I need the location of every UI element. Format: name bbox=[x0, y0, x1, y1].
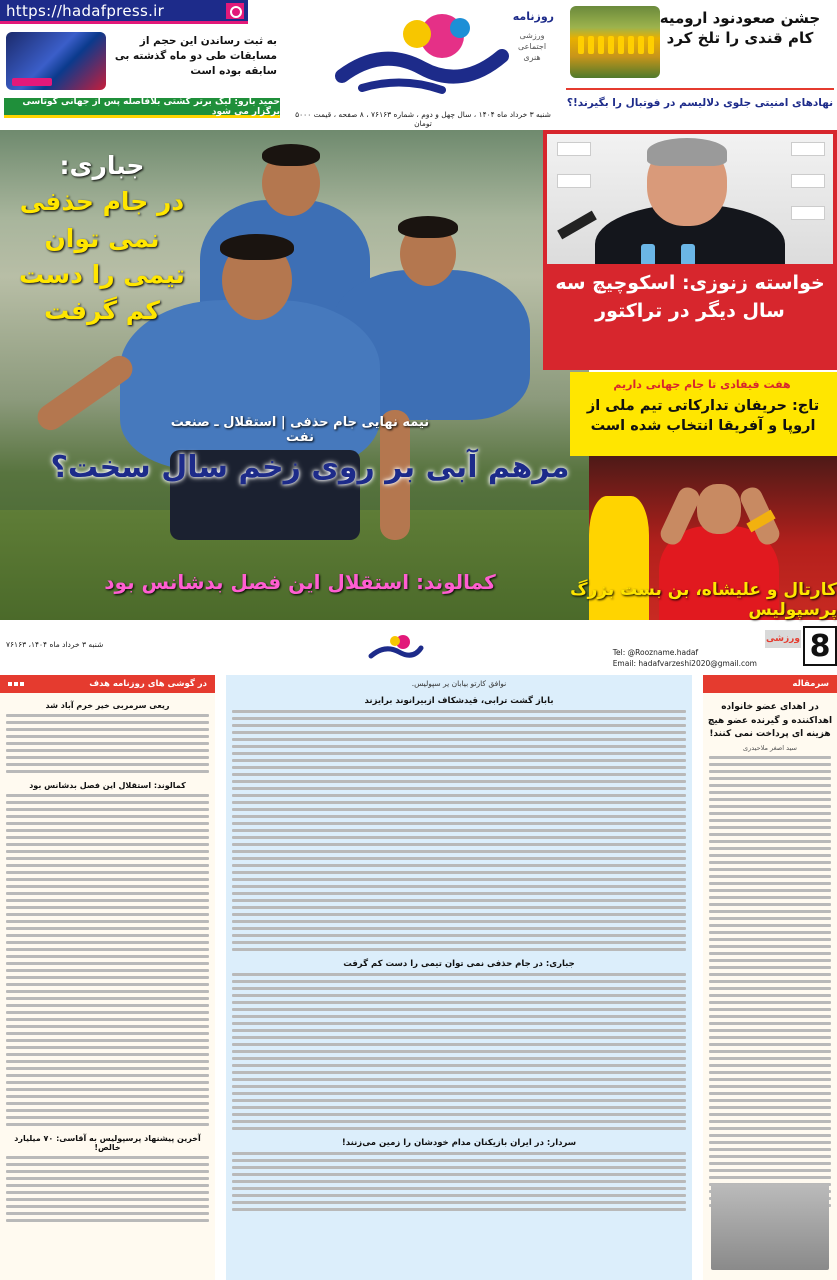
brief-headline-3: آخرین پیشنهاد پرسپولیس به آقاسی: ۷۰ میلیارد خالص! bbox=[14, 1134, 201, 1152]
website-url[interactable]: https://hadafpress.ir bbox=[6, 1, 165, 20]
hero-main-headline: مرهم آبی بر روی زخم سال سخت؟ bbox=[50, 450, 570, 485]
left-teaser-strip: حمید بارو: لیگ برتر کشتی بلافاصله پس از جهانی کوتاسی برگزار می شود bbox=[4, 98, 280, 118]
fifa-headline: تاج: حریفان تدارکاتی تیم ملی از اروپا و آفریقا انتخاب شده است bbox=[586, 398, 820, 435]
editorial-body bbox=[709, 756, 831, 1207]
news-brief-header bbox=[0, 675, 215, 693]
hero-quote bbox=[12, 148, 192, 329]
editorial-photo bbox=[711, 1184, 829, 1270]
masthead-dateline: شنبه ۳ خرداد ماه ۱۴۰۴ ، سال چهل و دوم ، شماره ۷۶۱۶۳ ، ۸ صفحه ، قیمت ۵۰۰۰ تومان bbox=[295, 110, 551, 128]
center-headline-1: باباز گشت ترابی، قیدشکاف ازبیرانوند برایزند bbox=[364, 696, 554, 706]
fifa-story-box bbox=[570, 372, 837, 456]
left-teaser-box bbox=[0, 26, 285, 122]
editorial-column bbox=[703, 675, 837, 1280]
news-brief-header-label: در گوشی های روزنامه هدف bbox=[89, 679, 207, 689]
masthead-tagline-2: اجتماعی هنری bbox=[517, 42, 547, 63]
center-news-column bbox=[226, 675, 692, 1280]
right-teaser-headline: جشن صعودنود ارومیه کام قندی را تلخ کرد bbox=[659, 9, 821, 48]
contact-tel: Tel: @Roozname.hadaf bbox=[612, 648, 699, 657]
persepolis-headline: کارتال و علیشاه، بن بست بزرگ پرسپولیس bbox=[570, 580, 837, 620]
editorial-headline: در اهدای عضو خانواده اهداکننده و گیرنده عضو هیچ هزینه ای پرداخت نمی کنند! bbox=[707, 702, 833, 739]
hero-sub-headline: نیمه نهایی جام حذفی | استقلال ـ صنعت نفت bbox=[170, 415, 430, 445]
masthead-tagline-1: ورزشی bbox=[519, 31, 545, 40]
wrestling-photo bbox=[6, 32, 106, 90]
center-kicker: نوافق کارتو بیابان یر سپولیس. bbox=[411, 679, 507, 688]
brief-headline-2: کمالوند: استقلال این فصل بدشانس بود bbox=[29, 781, 186, 790]
right-teaser-redline: نهادهای امنیتی جلوی دلالیسم در فوتبال را بگیرند!؟ bbox=[566, 88, 834, 116]
hero-quote-speaker: جباری: bbox=[59, 151, 145, 180]
coach-story-box bbox=[543, 130, 837, 370]
center-headline-2: جباری: در جام حذفی نمی توان تیمی را دست کم گرفت bbox=[343, 959, 575, 969]
hero-photo-area bbox=[0, 130, 589, 620]
brief-headline-1: ریعی سرمربی خیر خرم آباد شد bbox=[45, 701, 170, 710]
inner-page-header bbox=[0, 624, 837, 668]
coach-headline: خواسته زنوزی: اسکوچیچ سه سال دیگر در تراکتور bbox=[555, 272, 825, 322]
right-teaser-box bbox=[562, 0, 837, 122]
center-body-3 bbox=[232, 1152, 686, 1211]
center-body-2 bbox=[232, 973, 686, 1130]
page-number: 8 bbox=[803, 626, 837, 666]
masthead-tagline bbox=[514, 30, 550, 64]
contact-info bbox=[613, 648, 757, 669]
brief-body-3 bbox=[6, 1156, 209, 1222]
hero-quote-text: در جام حذفی نمی توان تیمی را دست کم گرفت bbox=[19, 187, 185, 325]
masthead-small-label: روزنامه bbox=[512, 10, 554, 23]
grid-dots-icon bbox=[8, 682, 24, 686]
left-teaser-text: به ثبت رساندن این حجم از مسابقات طی دو ماه گذشته بی سابقه بوده است bbox=[114, 35, 277, 78]
fifa-kicker: هفت فیفادی تا جام جهانی داریم bbox=[613, 378, 791, 391]
masthead bbox=[292, 0, 554, 126]
hadaf-logo bbox=[322, 6, 512, 98]
center-headline-3: سردار: در ایران بازیکنان مدام خودشان را زمین می‌زنند! bbox=[341, 1138, 577, 1148]
brief-body-2 bbox=[6, 794, 209, 1126]
contact-email: Email: hadafvarzeshi2020@gmail.com bbox=[612, 658, 757, 668]
inner-page-date: شنبه ۳ خرداد ماه ۱۴۰۴، ۷۶۱۶۳ bbox=[6, 640, 104, 649]
news-brief-column bbox=[0, 675, 215, 1280]
editorial-header: سرمقاله bbox=[703, 675, 837, 693]
coach-photo bbox=[547, 134, 833, 264]
team-photo bbox=[570, 6, 660, 78]
inner-hadaf-logo bbox=[365, 632, 425, 662]
website-url-bar[interactable] bbox=[0, 0, 248, 24]
brief-body-1 bbox=[6, 714, 209, 773]
hero-bottom-quote: کمالوند: استقلال این فصل بدشانس بود bbox=[104, 570, 496, 594]
center-body-1 bbox=[232, 710, 686, 951]
editorial-author: سید اصغر ملاحیدری bbox=[743, 743, 797, 752]
share-icon bbox=[226, 3, 244, 19]
section-label: ورزشی bbox=[765, 630, 801, 648]
